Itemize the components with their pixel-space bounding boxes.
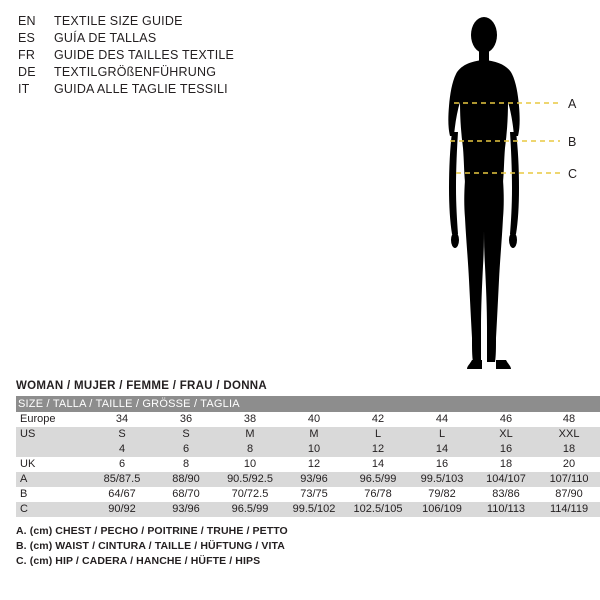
cell: XXL [538,427,600,442]
table-row [16,502,600,517]
cell: 14 [410,442,474,457]
row-label: A [16,472,90,487]
row-label: B [16,487,90,502]
size-table-section [0,380,600,569]
footnote-c: C. (cm) HIP / CADERA / HANCHE / HÜFTE / HIPS [16,555,261,567]
title-text: TEXTILGRÖßENFÜHRUNG [54,65,217,79]
table-row [16,442,600,457]
cell: 16 [410,457,474,472]
table-row [16,487,600,502]
cell: 12 [346,442,410,457]
cell: 96.5/99 [218,502,282,517]
cell: 93/96 [282,472,346,487]
cell: 99.5/103 [410,472,474,487]
title-language-code: DE [18,65,36,79]
cell: 88/90 [154,472,218,487]
cell: 99.5/102 [282,502,346,517]
cell: 87/90 [538,487,600,502]
measure-label-b: B [568,135,577,149]
table-row [16,412,600,427]
title-language-code: EN [18,14,36,28]
table-row [16,427,600,442]
row-label: US [16,427,90,442]
cell: L [346,427,410,442]
cell: 48 [538,412,600,427]
cell: 38 [218,412,282,427]
cell: 20 [538,457,600,472]
cell: 6 [154,442,218,457]
title-row [18,65,378,82]
cell: L [410,427,474,442]
measure-label-a: A [568,97,577,111]
cell: M [218,427,282,442]
cell: 10 [282,442,346,457]
title-row [18,14,378,31]
cell: 6 [90,457,154,472]
cell: 114/119 [538,502,600,517]
cell: 4 [90,442,154,457]
title-language-code: ES [18,31,36,45]
cell: 42 [346,412,410,427]
cell: 73/75 [282,487,346,502]
footnote-list [16,524,600,569]
cell: 10 [218,457,282,472]
title-row [18,48,378,65]
cell: S [154,427,218,442]
table-section-heading: WOMAN / MUJER / FEMME / FRAU / DONNA [16,380,268,392]
cell: 18 [474,457,538,472]
footnote-b: B. (cm) WAIST / CINTURA / TAILLE / HÜFTUNG / VITA [16,540,285,552]
cell: 93/96 [154,502,218,517]
language-title-list [18,14,378,99]
cell: XL [474,427,538,442]
cell: 16 [474,442,538,457]
table-row [16,457,600,472]
cell: 90/92 [90,502,154,517]
cell: M [282,427,346,442]
cell: 90.5/92.5 [218,472,282,487]
cell: 40 [282,412,346,427]
cell: 46 [474,412,538,427]
title-row [18,82,378,99]
title-language-code: IT [18,82,30,96]
cell: 68/70 [154,487,218,502]
row-label: C [16,502,90,517]
cell: 96.5/99 [346,472,410,487]
title-text: GUÍA DE TALLAS [54,31,157,45]
cell: 36 [154,412,218,427]
cell: 85/87.5 [90,472,154,487]
title-text: TEXTILE SIZE GUIDE [54,14,183,28]
cell: 110/113 [474,502,538,517]
measure-label-c: C [568,167,578,181]
cell: 8 [218,442,282,457]
row-label: Europe [16,412,90,427]
cell: 104/107 [474,472,538,487]
table-header-row [16,396,600,412]
woman-silhouette-icon [400,8,600,376]
cell: 14 [346,457,410,472]
footnote-a: A. (cm) CHEST / PECHO / POITRINE / TRUHE / PETTO [16,525,288,537]
figure-area [400,8,600,376]
cell: 76/78 [346,487,410,502]
cell: 34 [90,412,154,427]
title-text: GUIDA ALLE TAGLIE TESSILI [54,82,228,96]
cell: 12 [282,457,346,472]
size-table [16,396,600,517]
cell: 83/86 [474,487,538,502]
table-header-label: SIZE / TALLA / TAILLE / GRÖSSE / TAGLIA [16,396,600,412]
cell: 106/109 [410,502,474,517]
title-language-code: FR [18,48,36,62]
cell: 70/72.5 [218,487,282,502]
title-text: GUIDE DES TAILLES TEXTILE [54,48,235,62]
cell: S [90,427,154,442]
row-label [16,442,90,457]
cell: 8 [154,457,218,472]
cell: 102.5/105 [346,502,410,517]
table-row [16,472,600,487]
cell: 107/110 [538,472,600,487]
cell: 18 [538,442,600,457]
cell: 64/67 [90,487,154,502]
cell: 79/82 [410,487,474,502]
title-row [18,31,378,48]
cell: 44 [410,412,474,427]
row-label: UK [16,457,90,472]
